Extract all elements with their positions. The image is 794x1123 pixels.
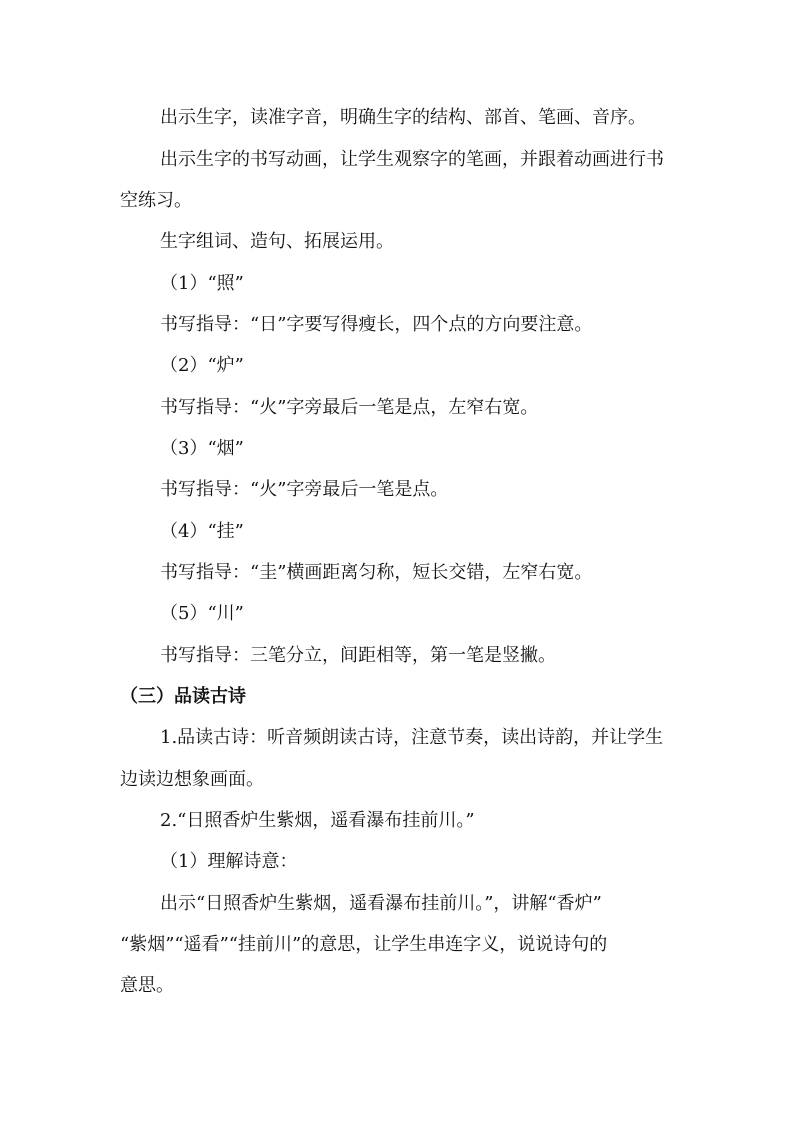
paragraph-explain-terms: 出示“日照香炉生紫烟，遥看瀑布挂前川。”，讲解“香炉” xyxy=(160,893,602,914)
item-heading-gua: （4）“挂” xyxy=(160,521,244,542)
paragraph-word-building: 生字组词、造句、拓展运用。 xyxy=(160,231,394,252)
item-heading-yan: （3）“烟” xyxy=(160,438,244,459)
paragraph-explain-terms-end: 意思。 xyxy=(120,975,174,996)
section-heading-read-poem: （三）品读古诗 xyxy=(120,686,246,707)
paragraph-read-poem-cont: 边读边想象画面。 xyxy=(120,769,264,790)
subheading-understand-meaning: （1）理解诗意： xyxy=(160,851,298,872)
item-heading-chuan: （5）“川” xyxy=(160,603,244,624)
writing-guide-chuan: 书写指导：三笔分立，间距相等，第一笔是竖撇。 xyxy=(160,645,556,666)
paragraph-writing-animation: 出示生字的书写动画，让学生观察字的笔画，并跟着动画进行书 xyxy=(160,149,664,170)
writing-guide-gua: 书写指导：“圭”横画距离匀称，短长交错，左窄右宽。 xyxy=(160,562,593,583)
writing-guide-zhao: 书写指导：“日”字要写得瘦长，四个点的方向要注意。 xyxy=(160,314,593,335)
poem-line-quote: 2.“日照香炉生紫烟，遥看瀑布挂前川。” xyxy=(160,810,475,831)
item-heading-lu: （2）“炉” xyxy=(160,355,244,376)
paragraph-writing-animation-cont: 空练习。 xyxy=(120,190,192,211)
paragraph-explain-terms-cont: “紫烟”“遥看”“挂前川”的意思，让学生串连字义，说说诗句的 xyxy=(120,934,608,955)
writing-guide-lu: 书写指导：“火”字旁最后一笔是点，左窄右宽。 xyxy=(160,397,539,418)
paragraph-show-characters: 出示生字，读准字音，明确生字的结构、部首、笔画、音序。 xyxy=(160,107,646,128)
writing-guide-yan: 书写指导：“火”字旁最后一笔是点。 xyxy=(160,479,449,500)
paragraph-read-poem: 1.品读古诗：听音频朗读古诗，注意节奏，读出诗韵，并让学生 xyxy=(160,727,664,748)
item-heading-zhao: （1）“照” xyxy=(160,273,244,294)
